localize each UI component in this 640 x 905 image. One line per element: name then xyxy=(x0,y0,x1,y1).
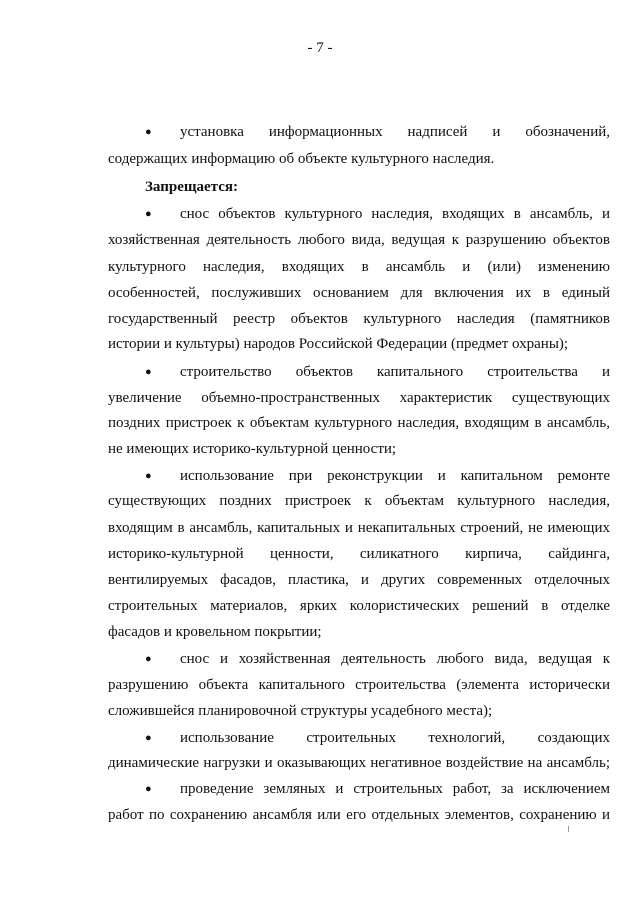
text-line: сложившейся планировочной структуры усадебного места); xyxy=(108,703,493,719)
text-line: поздних пристроек к объектам культурного наследия, входящим в ансамбль, xyxy=(108,415,610,431)
text-line: фасадов и кровельном покрытии; xyxy=(108,624,322,640)
text-line: проведение земляных и строительных работ, за исключением xyxy=(180,781,610,797)
text-line: особенностей, послуживших основанием для включения их в единый xyxy=(108,285,610,301)
text-line: вентилируемых фасадов, пластика, и других современных отделочных xyxy=(108,572,610,588)
bullet-icon: ● xyxy=(145,208,152,220)
bullet-icon: ● xyxy=(145,783,152,795)
bullet-icon: ● xyxy=(145,126,152,138)
text-line: установка информационных надписей и обозначений, xyxy=(180,124,610,140)
bullet-icon: ● xyxy=(145,653,152,665)
text-line: снос и хозяйственная деятельность любого вида, ведущая к xyxy=(180,651,610,667)
text-line: увеличение объемно-пространственных характеристик существующих xyxy=(108,390,610,406)
text-line: динамические нагрузки и оказывающих негативное воздействие на ансамбль; xyxy=(108,755,610,771)
text-line: снос объектов культурного наследия, входящих в ансамбль, и xyxy=(180,206,610,222)
text-line: существующих поздних пристроек к объектам культурного наследия, xyxy=(108,493,610,509)
section-heading: Запрещается: xyxy=(145,179,239,195)
text-line: государственный реестр объектов культурного наследия (памятников xyxy=(108,311,610,327)
text-line: разрушению объекта капитального строительства (элемента исторически xyxy=(108,677,610,693)
text-line: строительных материалов, ярких колористических решений в отделке xyxy=(108,598,610,614)
text-line: культурного наследия, входящих в ансамбль и (или) изменению xyxy=(108,259,610,275)
text-line: историко-культурной ценности, силикатного кирпича, сайдинга, xyxy=(108,546,610,562)
bullet-icon: ● xyxy=(145,366,152,378)
text-line: использование при реконструкции и капитальном ремонте xyxy=(180,468,610,484)
bullet-icon: ● xyxy=(145,732,152,744)
text-line: истории и культуры) народов Российской Федерации (предмет охраны); xyxy=(108,336,569,352)
scan-artifact xyxy=(568,826,569,832)
text-line: строительство объектов капитального строительства и xyxy=(180,364,610,380)
bullet-icon: ● xyxy=(145,470,152,482)
text-line: входящим в ансамбль, капитальных и некапитальных строений, не имеющих xyxy=(108,520,610,536)
text-line: использование строительных технологий, создающих xyxy=(180,730,610,746)
text-line: хозяйственная деятельность любого вида, ведущая к разрушению объектов xyxy=(108,232,610,248)
text-line: работ по сохранению ансамбля или его отдельных элементов, сохранению и xyxy=(108,807,610,823)
text-line: не имеющих историко-культурной ценности; xyxy=(108,441,397,457)
text-line: содержащих информацию об объекте культурного наследия. xyxy=(108,151,495,167)
page-number: - 7 - xyxy=(307,40,333,56)
